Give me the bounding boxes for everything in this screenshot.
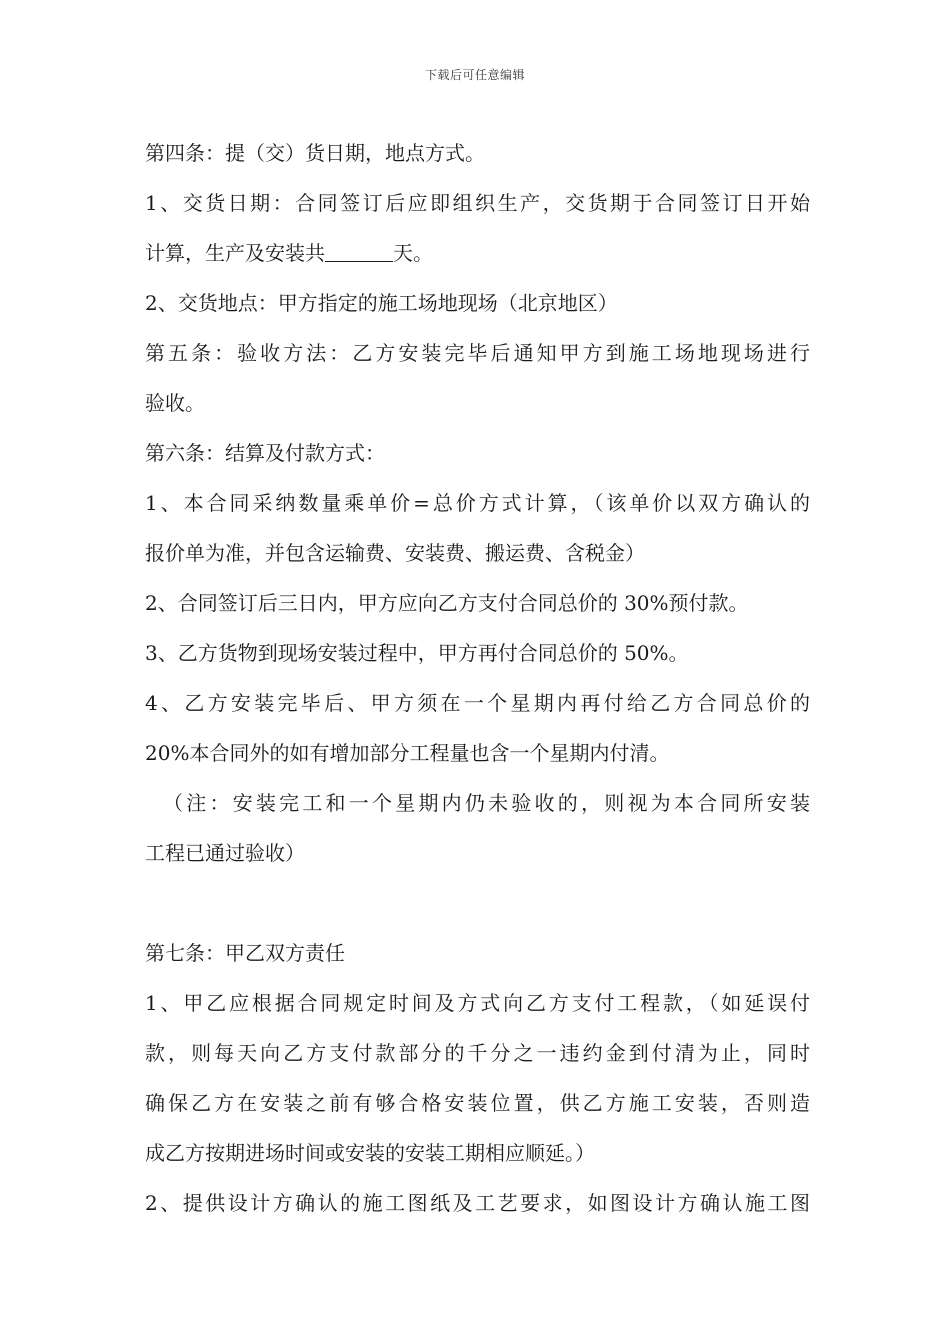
article-5-line-2: 验收。 <box>145 391 205 415</box>
article-7-item-2-line-1: 2、提供设计方确认的施工图纸及工艺要求，如图设计方确认施工图 <box>145 1191 810 1215</box>
article-4-item-1-line-2 <box>145 228 810 278</box>
article-6-title: 第六条：结算及付款方式： <box>145 441 385 465</box>
days-blank <box>325 241 393 262</box>
article-4-item-1-line-2-pre: 计算，生产及安装共 <box>145 241 325 265</box>
article-6-note-line-1: （注：安装完工和一个星期内仍未验收的，则视为本合同所安装 <box>163 791 810 815</box>
article-6-item-4-line-1: 4、乙方安装完毕后、甲方须在一个星期内再付给乙方合同总价的 <box>145 691 810 715</box>
article-6-item-3: 3、乙方货物到现场安装过程中，甲方再付合同总价的 50%。 <box>145 641 689 665</box>
article-4-title: 第四条：提（交）货日期，地点方式。 <box>145 141 485 165</box>
contract-body <box>145 128 810 1228</box>
article-4-item-1-line-1: 1、交货日期：合同签订后应即组织生产，交货期于合同签订日开始 <box>145 191 810 215</box>
article-7-item-1-line-4: 成乙方按期进场时间或安装的安装工期相应顺延。） <box>145 1141 595 1165</box>
article-4-item-1-line-2-post: 天。 <box>393 241 433 265</box>
article-7-item-1-line-2: 款，则每天向乙方支付款部分的千分之一违约金到付清为止，同时 <box>145 1041 810 1065</box>
article-5-line-1: 第五条：验收方法：乙方安装完毕后通知甲方到施工场地现场进行 <box>145 341 810 365</box>
article-6-item-1-line-1: 1、本合同采纳数量乘单价=总价方式计算，（该单价以双方确认的 <box>145 491 810 515</box>
article-6-item-4-line-2: 20%本合同外的如有增加部分工程量也含一个星期内付清。 <box>145 741 670 765</box>
page-header: 下载后可任意编辑 <box>424 68 525 82</box>
article-6-note-line-2: 工程已通过验收） <box>145 841 305 865</box>
article-4-item-2: 2、交货地点：甲方指定的施工场地现场（北京地区） <box>145 291 618 315</box>
blank-line <box>145 878 810 928</box>
article-7-item-1-line-1: 1、甲乙应根据合同规定时间及方式向乙方支付工程款，（如延误付 <box>145 991 810 1015</box>
article-6-item-2: 2、合同签订后三日内，甲方应向乙方支付合同总价的 30%预付款。 <box>145 591 749 615</box>
article-6-item-1-line-2: 报价单为准，并包含运输费、安装费、搬运费、含税金） <box>145 541 645 565</box>
article-7-item-1-line-3: 确保乙方在安装之前有够合格安装位置，供乙方施工安装，否则造 <box>145 1091 810 1115</box>
article-7-title: 第七条：甲乙双方责任 <box>145 941 345 965</box>
